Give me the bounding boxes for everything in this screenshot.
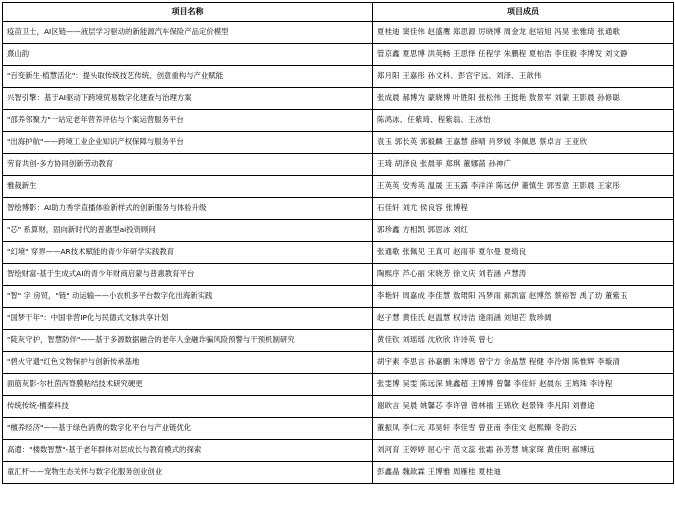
cell-project-member: 张成晨 郝博为 蒙晓博 叶胜阳 张松伟 王挺艳 敖景军 刘蒙 王影晨 孙修聪: [373, 88, 674, 110]
cell-project-name: 劳育共创-多方协同创新劳动教育: [3, 154, 373, 176]
cell-project-member: 赵子慧 黄佳氏 赵温慧 权诗洁 逄雨涵 刘旭芒 敖珍阔: [373, 308, 674, 330]
table-row: [3, 352, 674, 374]
cell-project-member: 陈鸿冰、任紫琦、程紫翁、王冰怡: [373, 110, 674, 132]
table-row: [3, 22, 674, 44]
table-row: [3, 264, 674, 286]
table-row: [3, 462, 674, 484]
table-row: [3, 286, 674, 308]
cell-project-member: 夏桂迪 窦佳伟 赵盛鹰 郑思源 厉晓博 周金龙 赵培旭 冯昊 张雅琦 张通歌: [373, 22, 674, 44]
cell-project-name: 疫苗卫士，AI区链——液层学习驱动的新能源汽车保险产品定价模型: [3, 22, 373, 44]
table-body: [3, 22, 674, 484]
table-row: [3, 330, 674, 352]
cell-project-name: 传统传统-檀泰科技: [3, 396, 373, 418]
table-row: [3, 110, 674, 132]
cell-project-member: 袁玉 郭长英 郭毅麟 王嘉慧 薛晴 肖梦媛 李佩恩 蔡卓言 王亚欣: [373, 132, 674, 154]
cell-project-name: 智绘财富-基于生成式AI的青少年财商启蒙与普惠教育平台: [3, 264, 373, 286]
cell-project-member: 郑月阳 王嘉彤 孙文科、彭宫宇远、刘泽、王歆伟: [373, 66, 674, 88]
column-header-project-member: 项目成员: [373, 3, 674, 22]
table-header-row: [3, 3, 674, 22]
cell-project-name: "出海护航"——跨境工业企业知识产权保障与服务平台: [3, 132, 373, 154]
table-row: [3, 198, 674, 220]
cell-project-name: 高遣："楼数智慧"-基于老年群体对层成长与教育模式的探索: [3, 440, 373, 462]
table-row: [3, 242, 674, 264]
cell-project-member: 管京鑫 夏思博 洪英畅 王思怿 任程学 朱鹏程 夏柏浩 李佳毅 李博发 刘文静: [373, 44, 674, 66]
cell-project-name: 智绘博影：AI助力秀学直播体验新样式的创新服务与体验升级: [3, 198, 373, 220]
cell-project-member: 王英英 安秀英 温晟 王玉露 李洋洋 陈远伊 董慎生 郭雪意 王影晨 王家彤: [373, 176, 674, 198]
cell-project-name: 雅裁新生: [3, 176, 373, 198]
cell-project-name: 童汇杆——宠物生态关怀与数字化服务创业创业: [3, 462, 373, 484]
table-row: [3, 176, 674, 198]
cell-project-member: 陶熙序 芦心丽 宋晓芳 徐文庆 刘若涵 卢慧涛: [373, 264, 674, 286]
table-row: [3, 44, 674, 66]
column-header-project-name: 项目名称: [3, 3, 373, 22]
cell-project-member: 谢欧言 吴晨 姚馨芯 李许曾 曾林禧 王锦欣 赵景锋 李凡阳 刘曹途: [373, 396, 674, 418]
cell-project-name: "碧火守遗"红色文物保护与创新传承基地: [3, 352, 373, 374]
cell-project-member: 董振凤 李仁元 邓昊轩 李佳雪 曾亚南 李佳文 赵熙臻 冬韵云: [373, 418, 674, 440]
cell-project-member: 郭珍鑫 方相凯 郭思冰 刘红: [373, 220, 674, 242]
table-row: [3, 418, 674, 440]
table-row: [3, 396, 674, 418]
table-row: [3, 132, 674, 154]
table-row: [3, 308, 674, 330]
table-row: [3, 440, 674, 462]
cell-project-member: 胡宇素 李思言 孙嘉鹏 朱博恩 曾宁方 余晶慧 程健 李泠烟 陈惟辉 李璇清: [373, 352, 674, 374]
table-row: [3, 88, 674, 110]
cell-project-member: 石佳轩 刘尤 侯良容 张博程: [373, 198, 674, 220]
cell-project-name: "檀养经济"——基于绿色消费的数字化平台与产业链优化: [3, 418, 373, 440]
cell-project-member: 彭鑫晶 魏歆霖 王博雅 周雁桂 夏桂迪: [373, 462, 674, 484]
project-table: [2, 2, 674, 484]
cell-project-name: "芯" 系算财，固向新时代的普惠型ai投资顾问: [3, 220, 373, 242]
cell-project-member: 张雯博 吴雯 陈远深 姚鑫超 王博博 曾馨 李佳轩 赵晨东 王鸠珠 李诗程: [373, 374, 674, 396]
cell-project-name: 兴智引擎：基于AI驱动下跨境贸易数字化建查与治理方案: [3, 88, 373, 110]
cell-project-member: 刘河育 王婷婷 屈心宇 范文蕊 张霜 孙芳慧 姚家琛 黄佳明 郝博远: [373, 440, 674, 462]
table-row: [3, 154, 674, 176]
table-row: [3, 220, 674, 242]
cell-project-name: "国梦干年"：中国非营IP化与民德式文脉共享计划: [3, 308, 373, 330]
table-row: [3, 374, 674, 396]
cell-project-name: 面筋灰影-尔杜茵泻脊膜粘结技术研究硬更: [3, 374, 373, 396]
cell-project-name: "邵养邻聚力"一站定老年营养评估与个案运营服务平台: [3, 110, 373, 132]
cell-project-name: 熹山韵: [3, 44, 373, 66]
cell-project-member: 王琦 胡泽良 张晨菲 郑琪 董娜菡 孙神广: [373, 154, 674, 176]
cell-project-name: "智" 字 房贸，"链" 动运输——小农机多平台数字化出海新实践: [3, 286, 373, 308]
cell-project-name: "幻境" 穿界——AR技术赋能的青少年研学实践教育: [3, 242, 373, 264]
cell-project-name: "百变新生·植慧活化"：提头取传统技艺传统、创意重构与产业赋能: [3, 66, 373, 88]
table-row: [3, 66, 674, 88]
cell-project-member: 李艳轩 周嘉成 李佳慧 敖珺阳 冯梦雨 郝凯富 赵博然 蔡裕智 禹了玏 董紫玉: [373, 286, 674, 308]
cell-project-member: 张通歌 张佩见 王真可 赵雨菲 夏尔曼 夏绮良: [373, 242, 674, 264]
cell-project-name: "陡灰守护，智慧防伴"——基于多源数据融合的老年人金融诈骗风险预警与干预机制研究: [3, 330, 373, 352]
cell-project-member: 黄佳钦 刘瑶瑶 沈欣欣 许诗英 曾七: [373, 330, 674, 352]
